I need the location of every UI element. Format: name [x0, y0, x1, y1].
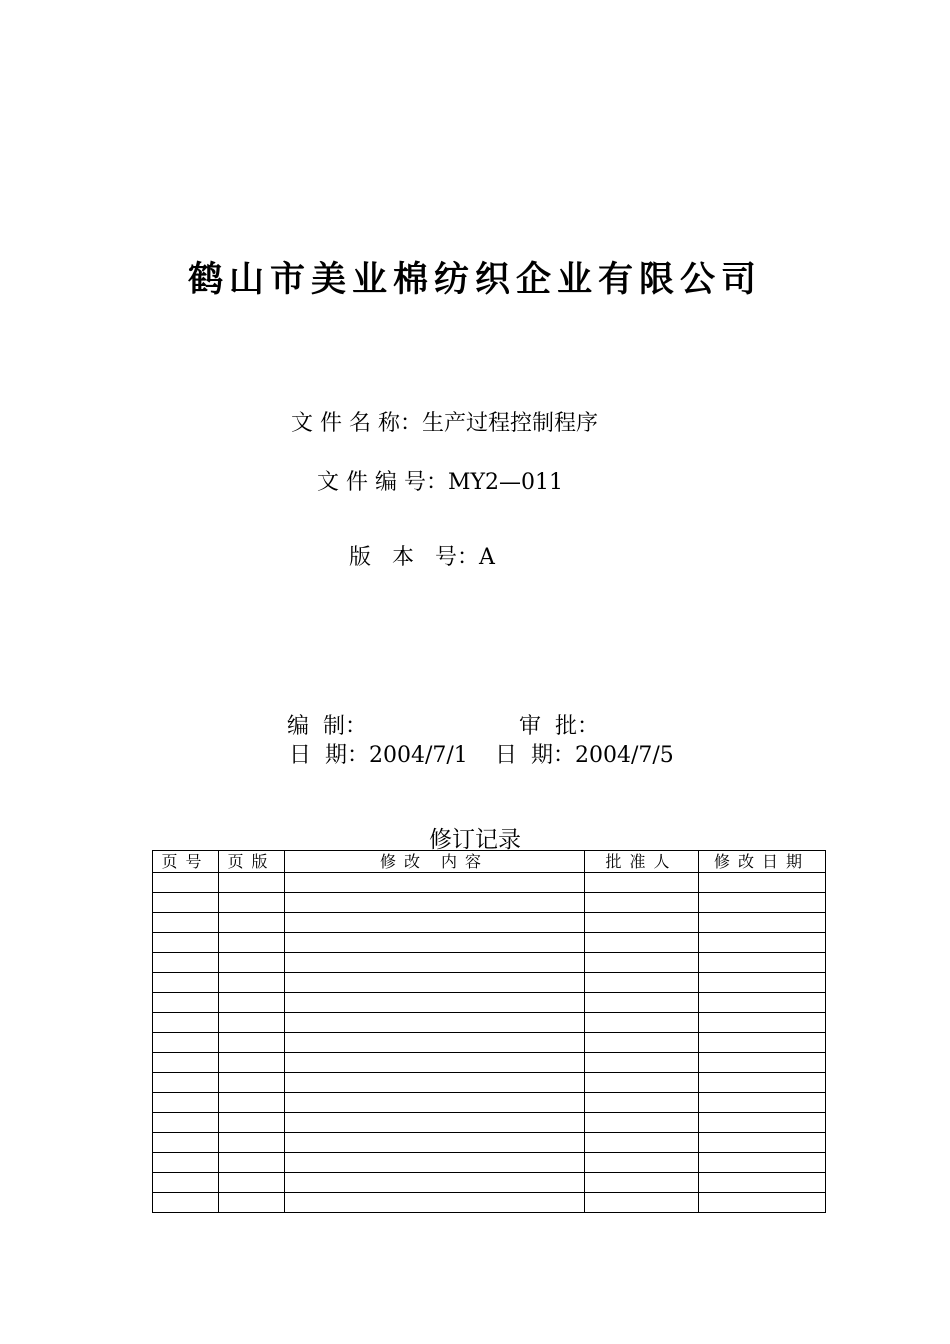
cell-page-number[interactable]	[153, 933, 219, 953]
cell-approver[interactable]	[585, 893, 699, 913]
cell-page-version[interactable]	[219, 1193, 285, 1213]
table-row	[153, 1193, 826, 1213]
cell-change-content[interactable]	[285, 1053, 585, 1073]
cell-change-date[interactable]	[699, 1033, 826, 1053]
approved-date-value: 2004/7/5	[575, 743, 674, 768]
cell-change-date[interactable]	[699, 913, 826, 933]
cell-change-date[interactable]	[699, 1173, 826, 1193]
cell-page-number[interactable]	[153, 1153, 219, 1173]
cell-approver[interactable]	[585, 1173, 699, 1193]
table-row	[153, 1073, 826, 1093]
prepared-label: 编 制：	[287, 714, 367, 739]
cell-change-date[interactable]	[699, 993, 826, 1013]
cell-change-content[interactable]	[285, 953, 585, 973]
cell-approver[interactable]	[585, 1193, 699, 1213]
prepared-date-value: 2004/7/1	[369, 743, 468, 768]
cell-page-number[interactable]	[153, 1053, 219, 1073]
table-row	[153, 893, 826, 913]
version-label: 版 本 号：	[349, 545, 479, 570]
cell-change-date[interactable]	[699, 1093, 826, 1113]
cell-change-content[interactable]	[285, 1093, 585, 1113]
table-row	[153, 1033, 826, 1053]
cell-approver[interactable]	[585, 913, 699, 933]
prepared-date-line	[275, 713, 468, 769]
cell-approver[interactable]	[585, 933, 699, 953]
cell-page-number[interactable]	[153, 1113, 219, 1133]
version-line	[335, 515, 495, 571]
cell-change-content[interactable]	[285, 933, 585, 953]
cell-change-date[interactable]	[699, 1073, 826, 1093]
col-page-version: 页版	[219, 851, 285, 873]
table-row	[153, 873, 826, 893]
cell-page-number[interactable]	[153, 893, 219, 913]
cell-page-number[interactable]	[153, 953, 219, 973]
cell-page-version[interactable]	[219, 913, 285, 933]
col-approver: 批准人	[585, 851, 699, 873]
cell-page-number[interactable]	[153, 973, 219, 993]
cell-page-number[interactable]	[153, 913, 219, 933]
cell-change-content[interactable]	[285, 1013, 585, 1033]
approved-date-label: 日 期：	[495, 743, 575, 768]
cell-page-number[interactable]	[153, 873, 219, 893]
cell-approver[interactable]	[585, 1133, 699, 1153]
revision-header-row	[153, 851, 826, 873]
cell-approver[interactable]	[585, 873, 699, 893]
revision-title: 修订记录	[429, 827, 521, 853]
cell-change-content[interactable]	[285, 993, 585, 1013]
cell-change-content[interactable]	[285, 893, 585, 913]
cell-page-number[interactable]	[153, 993, 219, 1013]
col-change-content: 修改 内容	[285, 851, 585, 873]
cell-page-version[interactable]	[219, 1113, 285, 1133]
revision-rows	[153, 873, 826, 1213]
cell-page-version[interactable]	[219, 1013, 285, 1033]
version-value: A	[478, 545, 495, 570]
table-row	[153, 953, 826, 973]
table-row	[153, 913, 826, 933]
file-name-value: 生产过程控制程序	[421, 411, 598, 436]
file-number-value: MY2—011	[447, 470, 564, 495]
cell-change-content[interactable]	[285, 1033, 585, 1053]
table-row	[153, 933, 826, 953]
cell-change-date[interactable]	[699, 1133, 826, 1153]
table-row	[153, 993, 826, 1013]
cell-page-version[interactable]	[219, 1073, 285, 1093]
table-row	[153, 1113, 826, 1133]
cell-page-number[interactable]	[153, 1073, 219, 1093]
cell-approver[interactable]	[585, 993, 699, 1013]
col-change-date: 修改日期	[699, 851, 826, 873]
cell-approver[interactable]	[585, 973, 699, 993]
file-number-line	[317, 465, 563, 496]
cell-approver[interactable]	[585, 1153, 699, 1173]
cell-approver[interactable]	[585, 953, 699, 973]
cell-page-number[interactable]	[153, 1013, 219, 1033]
company-title: 鹤山市美业棉纺织企业有限公司	[187, 259, 762, 300]
cell-change-content[interactable]	[285, 1113, 585, 1133]
cell-page-version[interactable]	[219, 1153, 285, 1173]
file-number-label: 文 件 编 号：	[317, 470, 448, 495]
col-page-number: 页号	[153, 851, 219, 873]
cell-approver[interactable]	[585, 1093, 699, 1113]
prepared-date-label: 日 期：	[289, 743, 369, 768]
cell-change-content[interactable]	[285, 1193, 585, 1213]
approved-label: 审 批：	[519, 714, 599, 739]
cell-page-version[interactable]	[219, 993, 285, 1013]
cell-page-number[interactable]	[153, 1093, 219, 1113]
cell-change-date[interactable]	[699, 893, 826, 913]
cell-page-version[interactable]	[219, 873, 285, 893]
cell-change-date[interactable]	[699, 873, 826, 893]
revision-table	[152, 850, 826, 1213]
cell-page-version[interactable]	[219, 1053, 285, 1073]
cell-page-version[interactable]	[219, 893, 285, 913]
table-row	[153, 1093, 826, 1113]
cell-approver[interactable]	[585, 1053, 699, 1073]
table-row	[153, 1133, 826, 1153]
cell-change-date[interactable]	[699, 1053, 826, 1073]
cell-page-version[interactable]	[219, 1173, 285, 1193]
cell-page-version[interactable]	[219, 953, 285, 973]
table-row	[153, 1153, 826, 1173]
cell-approver[interactable]	[585, 1113, 699, 1133]
table-row	[153, 1173, 826, 1193]
cell-change-date[interactable]	[699, 973, 826, 993]
table-row	[153, 1053, 826, 1073]
cell-page-version[interactable]	[219, 1093, 285, 1113]
cell-page-number[interactable]	[153, 1173, 219, 1193]
cell-change-content[interactable]	[285, 1153, 585, 1173]
cell-change-date[interactable]	[699, 1153, 826, 1173]
file-name-label: 文 件 名 称：	[291, 411, 422, 436]
cell-change-content[interactable]	[285, 1073, 585, 1093]
cell-change-content[interactable]	[285, 873, 585, 893]
table-row	[153, 973, 826, 993]
file-name-line	[291, 406, 598, 437]
cell-change-date[interactable]	[699, 953, 826, 973]
cell-change-content[interactable]	[285, 1173, 585, 1193]
cell-page-version[interactable]	[219, 973, 285, 993]
cell-page-version[interactable]	[219, 1033, 285, 1053]
approved-date-line	[481, 713, 674, 769]
cell-page-version[interactable]	[219, 1133, 285, 1153]
cell-change-content[interactable]	[285, 973, 585, 993]
cell-approver[interactable]	[585, 1013, 699, 1033]
table-row	[153, 1013, 826, 1033]
cell-change-date[interactable]	[699, 1193, 826, 1213]
cell-change-date[interactable]	[699, 1013, 826, 1033]
cell-change-date[interactable]	[699, 1113, 826, 1133]
cell-page-number[interactable]	[153, 1133, 219, 1153]
cell-approver[interactable]	[585, 1073, 699, 1093]
cell-change-content[interactable]	[285, 913, 585, 933]
cell-change-date[interactable]	[699, 933, 826, 953]
cell-page-number[interactable]	[153, 1193, 219, 1213]
cell-approver[interactable]	[585, 1033, 699, 1053]
cell-page-version[interactable]	[219, 933, 285, 953]
cell-page-number[interactable]	[153, 1033, 219, 1053]
cell-change-content[interactable]	[285, 1133, 585, 1153]
